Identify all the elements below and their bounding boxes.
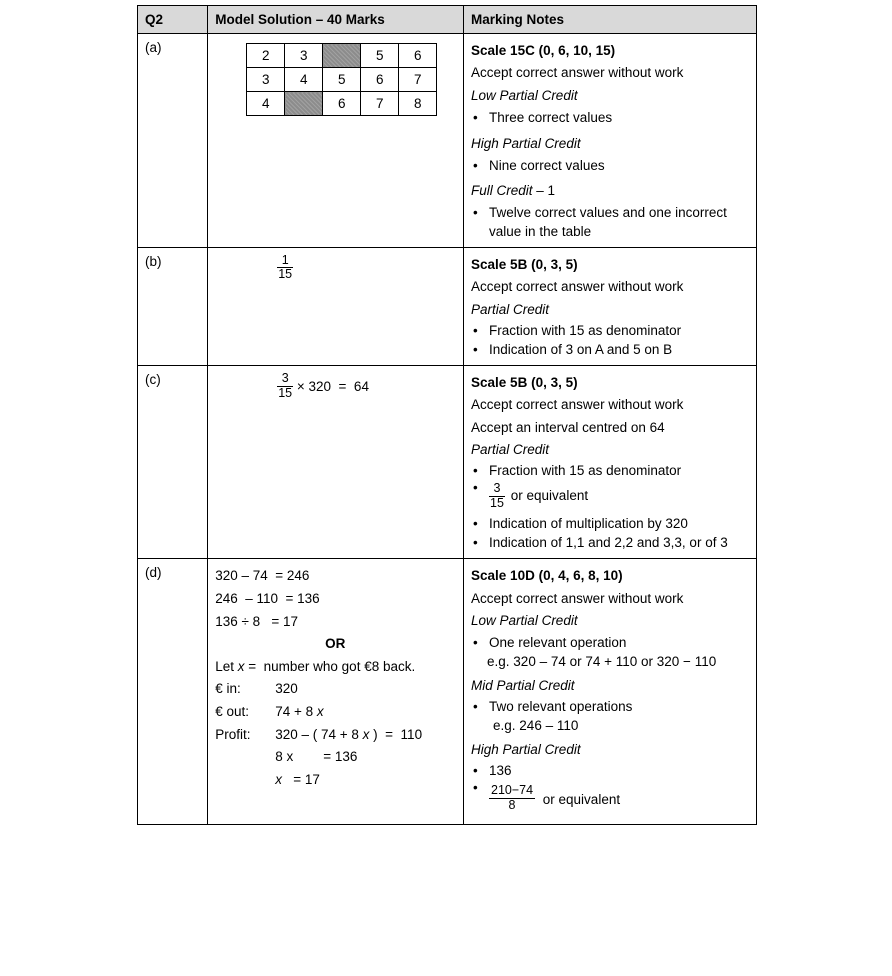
grid-cell: 7 — [399, 68, 437, 92]
denominator: 8 — [489, 798, 535, 813]
part-label-b: (b) — [138, 247, 208, 365]
credit-heading: Partial Credit — [471, 442, 550, 458]
step-variable: 8 x — [275, 749, 294, 765]
solution-a — [208, 34, 464, 248]
grid-cell: 4 — [285, 68, 323, 92]
step-line — [215, 746, 456, 769]
step-value: = 17 — [293, 771, 320, 787]
solution-b — [208, 247, 464, 365]
scale-text: Scale 10D (0, 4, 6, 8, 10) — [471, 568, 623, 584]
row-a — [138, 34, 757, 248]
accept-text: Accept correct answer without work — [471, 279, 684, 295]
fraction — [277, 254, 293, 283]
fraction — [489, 482, 505, 511]
numerator: 3 — [281, 370, 289, 385]
bullet-continuation: value in the table — [489, 223, 592, 239]
row-d — [138, 559, 757, 825]
credit-heading: Low Partial Credit — [471, 87, 578, 103]
notes-d — [464, 559, 757, 825]
notes-b — [464, 247, 757, 365]
credit-heading: Low Partial Credit — [471, 613, 578, 629]
bullet-item — [471, 780, 749, 818]
money-in-value: 320 — [275, 681, 298, 697]
money-in-line — [215, 678, 456, 701]
notes-c — [464, 365, 757, 559]
accept-text: Accept an interval centred on 64 — [471, 419, 665, 435]
denominator: 15 — [278, 267, 293, 282]
header-q: Q2 — [138, 6, 208, 34]
expression: × 320 = 64 — [296, 378, 369, 394]
working-line: 136 ÷ 8 = 17 — [215, 613, 299, 629]
profit-value — [275, 724, 422, 747]
step-variable: x — [275, 771, 282, 787]
grid-cell: 3 — [285, 44, 323, 68]
grid-cell: 4 — [247, 92, 285, 116]
accept-text: Accept correct answer without work — [471, 397, 684, 413]
money-in-label: € in: — [215, 681, 241, 697]
marking-scheme-table — [137, 5, 757, 825]
fraction — [277, 372, 293, 401]
scale-text: Scale 5B (0, 3, 5) — [471, 256, 578, 272]
full-credit-label: Full Credit — [471, 183, 533, 199]
part-label-c: (c) — [138, 365, 208, 559]
money-out-value — [275, 701, 323, 724]
grid-cell: 5 — [361, 44, 399, 68]
money-out-line — [215, 701, 456, 724]
profit-variable: x — [362, 726, 370, 742]
credit-heading: Mid Partial Credit — [471, 677, 575, 693]
grid-cell: 6 — [399, 44, 437, 68]
let-variable: x — [237, 658, 245, 674]
denominator: 15 — [278, 385, 293, 400]
step-value: = 136 — [323, 749, 358, 765]
answer-grid — [246, 43, 437, 116]
bullet-item: • Indication of 3 on A and 5 on B — [471, 340, 749, 359]
grid-cell: 3 — [247, 68, 285, 92]
let-prefix: Let — [215, 658, 238, 674]
accept-text: Accept correct answer without work — [471, 65, 684, 81]
bullet-item: • Three correct values — [471, 107, 749, 129]
header-row — [138, 6, 757, 34]
bullet-item: • Fraction with 15 as denominator — [471, 461, 749, 480]
step-line — [215, 769, 456, 792]
full-credit-deduction: – 1 — [532, 183, 556, 199]
grid-cell: 7 — [361, 92, 399, 116]
bullet-text: or equivalent — [507, 488, 589, 504]
bullet-item: • Nine correct values — [471, 155, 749, 177]
bullet-item: • 136 — [471, 761, 749, 780]
notes-a — [464, 34, 757, 248]
bullet-item — [471, 480, 749, 514]
part-label-d: (d) — [138, 559, 208, 825]
or-separator: OR — [325, 636, 346, 652]
grid-cell: 5 — [323, 68, 361, 92]
solution-d — [208, 559, 464, 825]
header-solution: Model Solution – 40 Marks — [208, 6, 464, 34]
bullet-item: • Indication of 1,1 and 2,2 and 3,3, or of 3 — [471, 533, 749, 552]
denominator: 15 — [490, 496, 504, 511]
grid-cell: 6 — [361, 68, 399, 92]
numerator: • 210−74 — [491, 783, 534, 798]
scale-text: Scale 15C (0, 6, 10, 15) — [471, 43, 616, 58]
profit-line — [215, 724, 456, 747]
solution-c — [208, 365, 464, 559]
example-text: e.g. 320 – 74 or 74 + 110 or 320 − 110 — [487, 653, 717, 669]
bullet-item: • One relevant operation — [471, 633, 749, 652]
row-b — [138, 247, 757, 365]
let-statement — [215, 656, 456, 679]
profit-expr: 320 – ( 74 + 8 — [275, 726, 363, 742]
bullet-text: or equivalent — [539, 792, 621, 808]
working-line: 246 – 110 = 136 — [215, 591, 320, 607]
accept-text: Accept correct answer without work — [471, 590, 684, 606]
credit-heading: High Partial Credit — [471, 135, 581, 151]
row-c — [138, 365, 757, 559]
bullet-item: • Two relevant operations — [471, 697, 749, 716]
grid-cell: 6 — [323, 92, 361, 116]
bullet-item: • Fraction with 15 as denominator — [471, 321, 749, 340]
money-out-label: € out: — [215, 704, 249, 720]
credit-heading — [471, 180, 749, 202]
header-notes: Marking Notes — [464, 6, 757, 34]
grid-cell: 8 — [399, 92, 437, 116]
numerator: 1 — [281, 252, 289, 267]
grid-cell-shaded — [285, 92, 323, 116]
profit-result: ) = 110 — [369, 726, 423, 742]
numerator: • 3 — [493, 481, 501, 496]
credit-heading: High Partial Credit — [471, 742, 581, 758]
money-out-expr: 74 + 8 — [275, 704, 317, 720]
grid-cell-shaded — [323, 44, 361, 68]
bullet-item: • Indication of multiplication by 320 — [471, 514, 749, 533]
scale-text: Scale 5B (0, 3, 5) — [471, 374, 578, 390]
bullet-item: • Twelve correct values and one incorrect — [471, 203, 749, 222]
grid-cell: 2 — [247, 44, 285, 68]
profit-label: Profit: — [215, 726, 251, 742]
fraction — [489, 784, 535, 813]
part-label-a: (a) — [138, 34, 208, 248]
working-line: 320 – 74 = 246 — [215, 568, 310, 584]
credit-heading: Partial Credit — [471, 301, 550, 317]
example-text: e.g. 246 – 110 — [493, 718, 579, 734]
let-suffix: = number who got €8 back. — [244, 658, 416, 674]
money-out-variable: x — [316, 704, 324, 720]
